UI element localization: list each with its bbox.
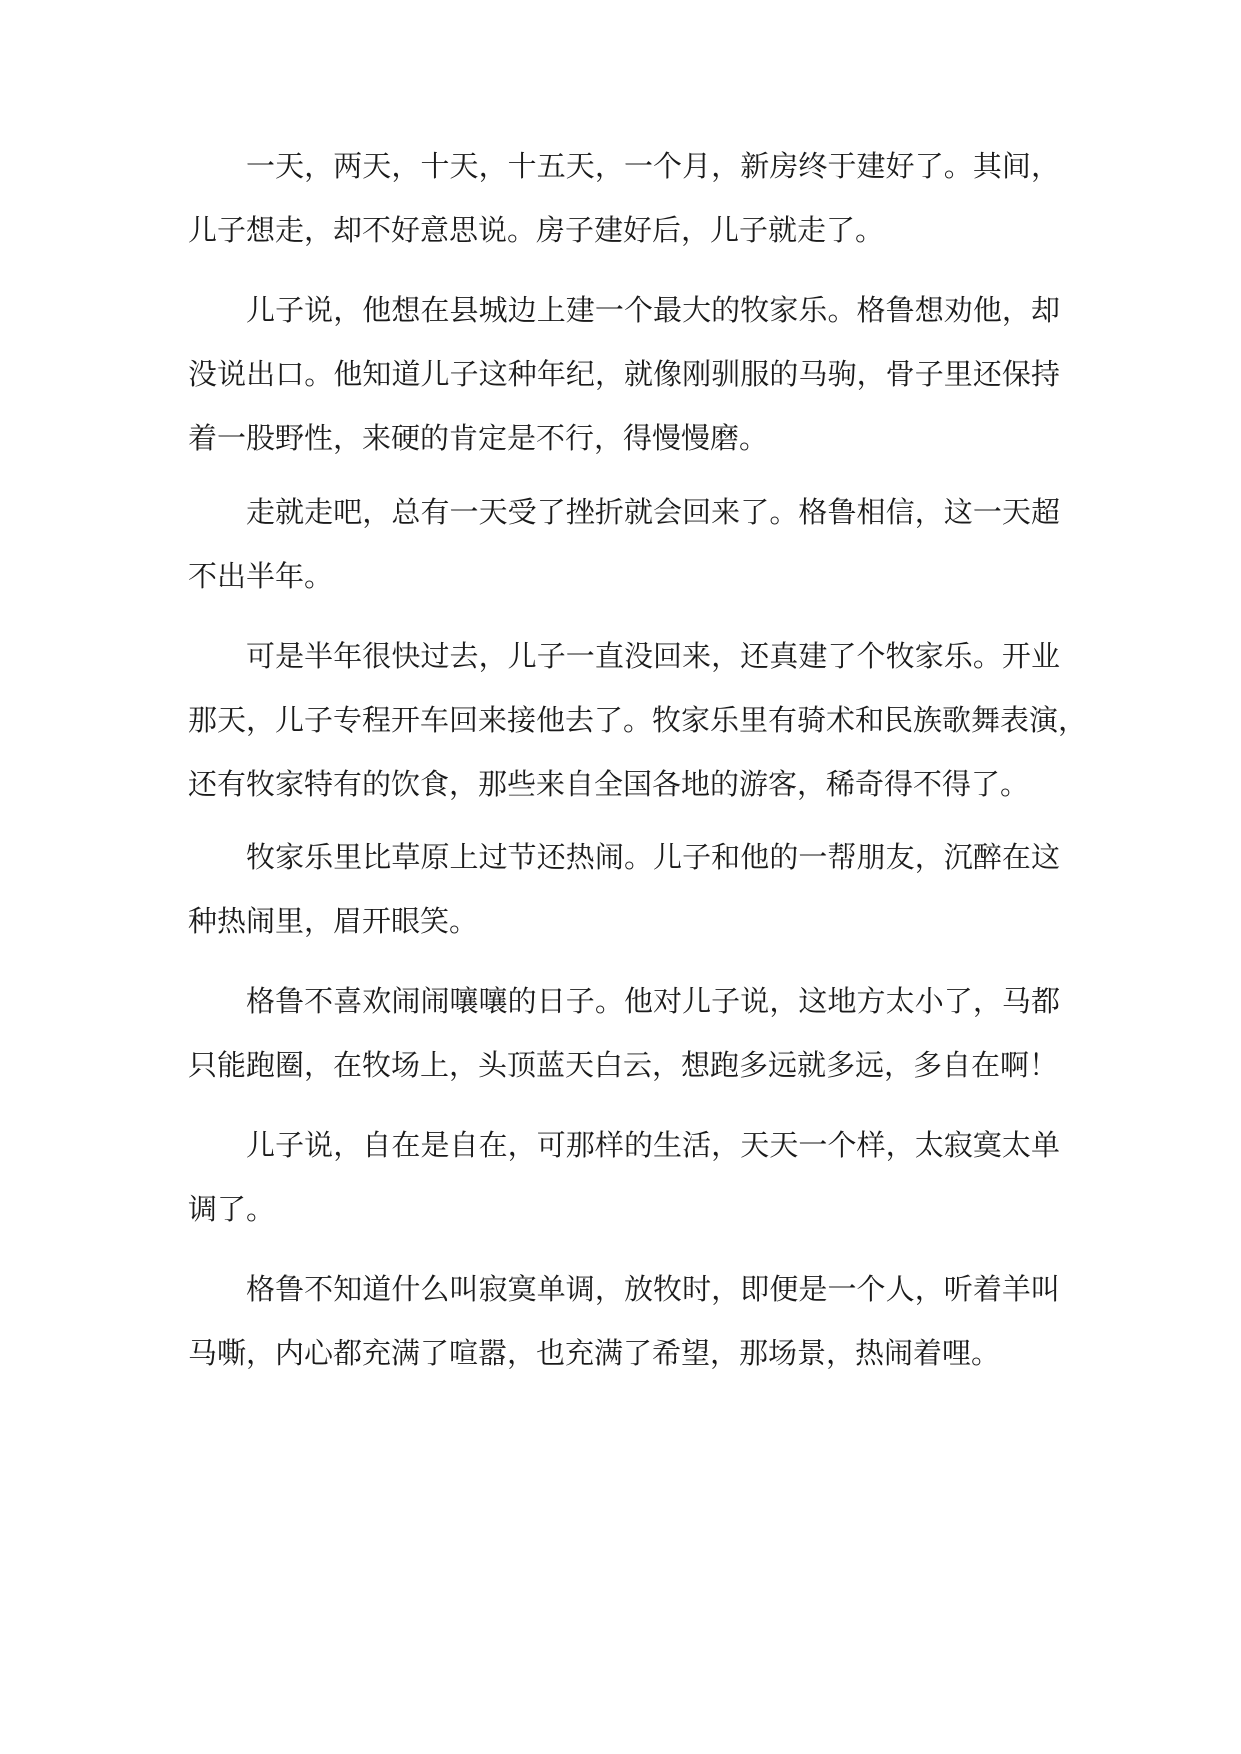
- paragraph-line: 儿子说，他想在县城边上建一个最大的牧家乐。格鲁想劝他，却: [246, 293, 1060, 327]
- paragraph-line: 牧家乐里比草原上过节还热闹。儿子和他的一帮朋友，沉醉在这: [246, 840, 1060, 874]
- paragraph-line: 还有牧家特有的饮食，那些来自全国各地的游客，稀奇得不得了。: [188, 767, 1030, 801]
- paragraph-8: [188, 1257, 1060, 1385]
- paragraph-line: 儿子想走，却不好意思说。房子建好后，儿子就走了。: [188, 213, 885, 247]
- paragraph-line: 种热闹里，眉开眼笑。: [188, 904, 479, 938]
- paragraph-line: 儿子说，自在是自在，可那样的生活，天天一个样，太寂寞太单: [246, 1128, 1060, 1162]
- paragraph-6: [188, 969, 1060, 1097]
- paragraph-line: 一天，两天，十天，十五天，一个月，新房终于建好了。其间，: [246, 149, 1060, 183]
- paragraph-line: 可是半年很快过去，儿子一直没回来，还真建了个牧家乐。开业: [246, 639, 1060, 673]
- paragraph-line: 着一股野性，来硬的肯定是不行，得慢慢磨。: [188, 421, 769, 455]
- paragraph-line: 只能跑圈，在牧场上，头顶蓝天白云，想跑多远就多远，多自在啊！: [188, 1048, 1059, 1082]
- paragraph-line: 走就走吧，总有一天受了挫折就会回来了。格鲁相信，这一天超: [246, 495, 1060, 529]
- paragraph-line: 格鲁不喜欢闹闹嚷嚷的日子。他对儿子说，这地方太小了，马都: [246, 984, 1060, 1018]
- paragraph-5: [188, 825, 1060, 953]
- paragraph-7: [188, 1113, 1060, 1241]
- paragraph-line: 马嘶，内心都充满了喧嚣，也充满了希望，那场景，热闹着哩。: [188, 1336, 1001, 1370]
- paragraph-3: [188, 480, 1060, 608]
- paragraph-line: 调了。: [188, 1192, 276, 1226]
- paragraph-line: 没说出口。他知道儿子这种年纪，就像刚驯服的马驹，骨子里还保持: [188, 357, 1060, 391]
- paragraph-4: [188, 624, 1088, 816]
- paragraph-line: 那天，儿子专程开车回来接他去了。牧家乐里有骑术和民族歌舞表演，: [188, 703, 1088, 737]
- paragraph-1: [188, 134, 1060, 262]
- paragraph-line: 格鲁不知道什么叫寂寞单调，放牧时，即便是一个人，听着羊叫: [246, 1272, 1060, 1306]
- paragraph-line: 不出半年。: [188, 559, 334, 593]
- paragraph-2: [188, 278, 1060, 470]
